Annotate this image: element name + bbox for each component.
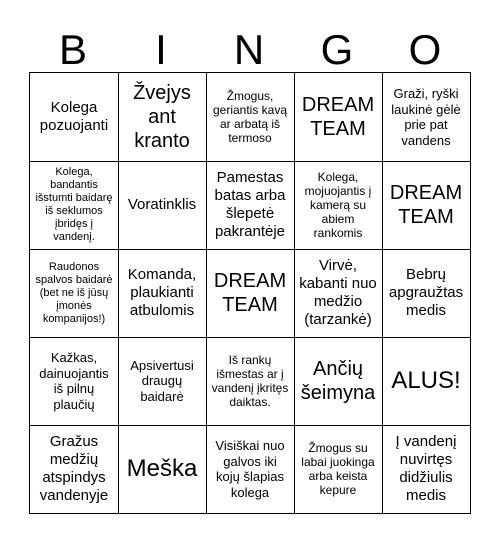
bingo-cell[interactable]: Voratinklis	[127, 196, 197, 213]
header-letter-g: G	[320, 26, 354, 73]
bingo-cell[interactable]: Žmogus, geriantis kavą ar arbatą iš termoso	[212, 89, 288, 145]
bingo-cell[interactable]: Žvejys ant kranto	[133, 82, 191, 152]
bingo-cell[interactable]: ALUS!	[391, 367, 461, 394]
bingo-header	[29, 27, 471, 73]
bingo-cell[interactable]: Meška	[126, 455, 198, 482]
bingo-cell[interactable]: Visiškai nuo galvos iki kojų šlapias kolega	[215, 438, 285, 500]
bingo-cell[interactable]: Apsivertusi draugų baidarė	[130, 357, 194, 404]
bingo-grid	[29, 72, 471, 514]
bingo-cell[interactable]: Gražus medžių atspindys vandenyje	[39, 433, 109, 504]
bingo-cell[interactable]: Į vandenį nuvirtęs didžiulis medis	[395, 433, 457, 504]
bingo-cell[interactable]: Iš rankų išmestas ar į vandenį įkritęs daiktas.	[211, 353, 289, 409]
bingo-cell[interactable]: Bebrų apgraužtas medis	[388, 266, 464, 319]
bingo-cell[interactable]: Kolega, bandantis išstumti baidarę iš seklumos įbridęs į vandenį.	[35, 166, 113, 243]
bingo-cell[interactable]: Kolega, mojuojantis į kamerą su abiem rankomis	[304, 170, 372, 240]
header-letter-i: I	[155, 26, 167, 73]
bingo-cell[interactable]: Virvė, kabanti nuo medžio (tarzankė)	[299, 257, 377, 328]
bingo-cell[interactable]: Žmogus su labai juokinga arba keista kepure	[301, 441, 375, 497]
bingo-cell[interactable]: Komanda, plaukianti atbulomis	[127, 266, 197, 319]
bingo-cell[interactable]: Ančių šeimyna	[300, 358, 376, 404]
bingo-cell[interactable]: Raudonos spalvos baidarė (bet ne iš jūsų įmonės kompanijos!)	[35, 260, 113, 325]
bingo-cell[interactable]: DREAM TEAM	[301, 94, 375, 140]
bingo-cell[interactable]: DREAM TEAM	[213, 270, 287, 316]
bingo-cell[interactable]: Kolega pozuojanti	[39, 99, 109, 134]
bingo-cell[interactable]: DREAM TEAM	[389, 182, 463, 228]
header-letter-n: N	[233, 26, 265, 73]
header-letter-b: B	[58, 26, 87, 73]
header-letter-o: O	[408, 26, 442, 73]
bingo-cell[interactable]: Pamestas batas arba šlepetė pakrantėje	[214, 169, 286, 240]
bingo-cell[interactable]: Graži, ryški laukinė gėlė prie pat vandens	[391, 86, 461, 148]
bingo-cell[interactable]: Kažkas, dainuojantis iš pilnų plaučių	[39, 350, 109, 412]
